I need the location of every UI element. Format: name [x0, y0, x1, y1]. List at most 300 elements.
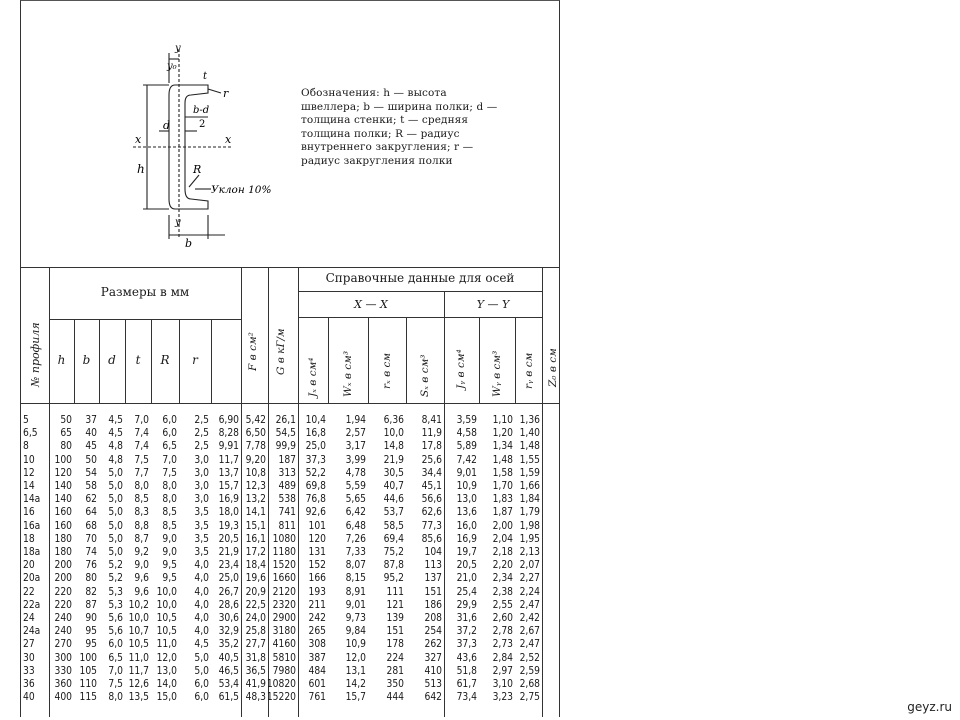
table-cell: 3,17 — [345, 441, 366, 453]
table-cell: 9,5 — [162, 573, 177, 585]
profile-number: 5 — [23, 415, 29, 426]
table-cell: 19,7 — [456, 547, 477, 558]
table-cell: 240 — [54, 613, 72, 624]
table-cell: 186 — [424, 599, 442, 611]
table-cell: 1,48 — [492, 454, 513, 466]
table-cell: 76,8 — [305, 494, 326, 506]
table-cell: 99,9 — [275, 441, 296, 453]
table-cell: 6,36 — [383, 415, 404, 426]
table-top-border — [21, 267, 559, 268]
table-cell: 10,4 — [305, 415, 326, 426]
table-cell: 6,90 — [218, 415, 239, 426]
channel-profile-diagram — [113, 39, 313, 251]
table-cell: 8,5 — [162, 507, 177, 519]
table-cell: 34,4 — [421, 467, 442, 479]
table-cell: 15220 — [266, 692, 296, 704]
table-cell: 120 — [54, 467, 72, 479]
table-cell: 2900 — [272, 613, 296, 624]
table-cell: 4,0 — [194, 613, 209, 624]
table-cell: 5,0 — [108, 481, 123, 492]
table-cell: 2,20 — [492, 560, 513, 572]
table-cell: 8,0 — [134, 481, 149, 492]
profile-number: 27 — [23, 639, 35, 651]
table-cell: 76 — [85, 560, 97, 572]
table-cell: 111 — [386, 586, 404, 598]
table-cell: 15,7 — [345, 692, 366, 704]
table-cell: 50 — [85, 454, 97, 466]
table-cell: 10,2 — [128, 599, 149, 611]
table-cell: 50 — [60, 415, 72, 426]
x-axis-label-right: x — [225, 133, 232, 146]
table-row — [21, 494, 559, 506]
col-sep — [479, 317, 480, 403]
legend-heading: Обозначения: — [301, 87, 380, 99]
table-row — [21, 415, 559, 427]
table-cell: 642 — [424, 692, 442, 704]
table-cell: 350 — [386, 679, 404, 690]
table-cell: 761 — [308, 692, 326, 704]
table-row — [21, 587, 559, 599]
table-cell: 104 — [424, 547, 442, 558]
table-cell: 69,4 — [383, 533, 404, 545]
table-cell: 19,3 — [218, 520, 239, 532]
table-cell: 262 — [424, 639, 442, 651]
table-cell: 25,8 — [245, 626, 266, 638]
table-cell: 242 — [308, 613, 326, 624]
table-cell: 15,7 — [218, 481, 239, 492]
table-cell: 5,0 — [108, 533, 123, 545]
table-cell: 54,5 — [275, 428, 296, 440]
table-row — [21, 600, 559, 612]
table-cell: 7,0 — [162, 454, 177, 466]
table-cell: 741 — [278, 507, 296, 519]
table-cell: 444 — [386, 692, 404, 704]
table-cell: 92,6 — [305, 507, 326, 519]
table-cell: 8,7 — [134, 533, 149, 545]
table-cell: 69,8 — [305, 481, 326, 492]
table-cell: 5,2 — [108, 573, 123, 585]
profile-number: 18а — [23, 547, 41, 558]
table-cell: 1,20 — [492, 428, 513, 440]
table-cell: 19,6 — [245, 573, 266, 585]
y0-label: y₀ — [167, 61, 177, 72]
table-cell: 9,73 — [345, 613, 366, 624]
table-cell: 2,04 — [492, 533, 513, 545]
table-cell: 9,0 — [134, 560, 149, 572]
axes-line — [298, 317, 542, 318]
table-cell: 200 — [54, 560, 72, 572]
table-cell: 30,5 — [383, 467, 404, 479]
table-cell: 48,3 — [245, 692, 266, 704]
table-cell: 601 — [308, 679, 326, 690]
b-label: b — [185, 237, 193, 250]
table-cell: 6,42 — [345, 507, 366, 519]
table-cell: 200 — [54, 573, 72, 585]
table-cell: 26,1 — [275, 415, 296, 426]
table-cell: 1,98 — [519, 520, 540, 532]
table-cell: 3,5 — [194, 520, 209, 532]
table-cell: 308 — [308, 639, 326, 651]
table-cell: 3,5 — [194, 533, 209, 545]
table-cell: 12,0 — [156, 652, 177, 664]
table-cell: 387 — [308, 652, 326, 664]
table-cell: 139 — [386, 613, 404, 624]
table-cell: 7,4 — [134, 441, 149, 453]
table-cell: 4,0 — [194, 560, 209, 572]
table-cell: 35,2 — [218, 639, 239, 651]
table-cell: 7,42 — [456, 454, 477, 466]
table-cell: 151 — [386, 626, 404, 638]
table-cell: 4,0 — [194, 626, 209, 638]
col-rx-header: rₓ в см — [381, 352, 393, 389]
table-row — [21, 626, 559, 638]
sizes-header: Размеры в мм — [100, 285, 190, 299]
table-cell: 180 — [54, 547, 72, 558]
table-cell: 8,07 — [345, 560, 366, 572]
table-cell: 3180 — [272, 626, 296, 638]
table-cell: 300 — [54, 652, 72, 664]
bd-denominator: 2 — [199, 119, 206, 130]
table-cell: 6,0 — [194, 692, 209, 704]
table-cell: 9,2 — [134, 547, 149, 558]
col-t-header: t — [135, 353, 141, 367]
table-cell: 110 — [79, 679, 97, 690]
table-cell: 5,0 — [108, 494, 123, 506]
table-cell: 7,78 — [245, 441, 266, 453]
reference-sheet — [20, 0, 560, 717]
axis-yy-header: Y — Y — [476, 298, 510, 311]
table-cell: 87,8 — [383, 560, 404, 572]
profile-number: 24а — [23, 626, 41, 638]
table-cell: 7,5 — [162, 467, 177, 479]
table-cell: 4,0 — [194, 599, 209, 611]
table-cell: 100 — [79, 652, 97, 664]
table-row — [21, 679, 559, 691]
table-cell: 1,83 — [492, 494, 513, 506]
table-cell: 65 — [60, 428, 72, 440]
table-cell: 8,0 — [108, 692, 123, 704]
profile-number: 10 — [23, 454, 35, 466]
table-cell: 101 — [308, 520, 326, 532]
table-cell: 360 — [54, 679, 72, 690]
table-cell: 15,0 — [156, 692, 177, 704]
table-cell: 2,38 — [492, 586, 513, 598]
table-cell: 58,5 — [383, 520, 404, 532]
table-cell: 62,6 — [421, 507, 442, 519]
table-cell: 2,07 — [519, 560, 540, 572]
table-cell: 4,0 — [194, 573, 209, 585]
table-cell: 36,5 — [245, 665, 266, 677]
table-cell: 2,00 — [492, 520, 513, 532]
table-cell: 121 — [386, 599, 404, 611]
table-cell: 5,0 — [108, 547, 123, 558]
table-cell: 13,7 — [218, 467, 239, 479]
table-row — [21, 639, 559, 651]
table-cell: 1520 — [272, 560, 296, 572]
table-row — [21, 468, 559, 480]
table-cell: 18,4 — [245, 560, 266, 572]
table-cell: 12,3 — [245, 481, 266, 492]
table-row — [21, 613, 559, 625]
table-row — [21, 560, 559, 572]
table-row — [21, 441, 559, 453]
table-cell: 44,6 — [383, 494, 404, 506]
table-cell: 1,84 — [519, 494, 540, 506]
table-cell: 2,75 — [519, 692, 540, 704]
table-cell: 52,2 — [305, 467, 326, 479]
table-cell: 2,13 — [519, 547, 540, 558]
col-Sx-header: Sₓ в см³ — [419, 354, 431, 397]
table-cell: 18,0 — [218, 507, 239, 519]
table-cell: 137 — [424, 573, 442, 585]
table-cell: 9,0 — [162, 533, 177, 545]
table-cell: 2,59 — [519, 665, 540, 677]
profile-number: 30 — [23, 652, 35, 664]
table-cell: 28,6 — [218, 599, 239, 611]
x-axis-label-left: x — [135, 133, 142, 146]
table-cell: 3,0 — [194, 467, 209, 479]
table-cell: 313 — [278, 467, 296, 479]
table-cell: 1,10 — [492, 415, 513, 426]
table-cell: 27,7 — [245, 639, 266, 651]
table-cell: 6,48 — [345, 520, 366, 532]
table-cell: 2,5 — [194, 415, 209, 426]
slope-label: Уклон 10% — [211, 184, 272, 196]
table-cell: 10,9 — [345, 639, 366, 651]
table-cell: 51,8 — [456, 665, 477, 677]
table-cell: 400 — [54, 692, 72, 704]
profile-number: 6,5 — [23, 428, 38, 440]
ref-data-header: Справочные данные для осей — [325, 271, 515, 285]
table-cell: 240 — [54, 626, 72, 638]
table-cell: 20,5 — [218, 533, 239, 545]
table-cell: 120 — [308, 533, 326, 545]
y-axis-label-bottom: y — [175, 217, 181, 228]
table-cell: 7,26 — [345, 533, 366, 545]
table-cell: 140 — [54, 494, 72, 506]
table-cell: 8,5 — [134, 494, 149, 506]
table-cell: 100 — [54, 454, 72, 466]
table-cell: 152 — [308, 560, 326, 572]
table-cell: 9,01 — [456, 467, 477, 479]
profile-number: 16а — [23, 520, 41, 532]
table-cell: 5,0 — [108, 507, 123, 519]
table-cell: 12,6 — [128, 679, 149, 690]
table-cell: 68 — [85, 520, 97, 532]
table-cell: 220 — [54, 599, 72, 611]
table-cell: 2,27 — [519, 573, 540, 585]
table-cell: 6,5 — [162, 441, 177, 453]
table-cell: 16,8 — [305, 428, 326, 440]
table-cell: 70 — [85, 533, 97, 545]
table-cell: 160 — [54, 520, 72, 532]
table-cell: 151 — [424, 586, 442, 598]
table-cell: 61,7 — [456, 679, 477, 690]
table-cell: 30,6 — [218, 613, 239, 624]
table-cell: 5810 — [272, 652, 296, 664]
table-cell: 26,7 — [218, 586, 239, 598]
table-cell: 1,87 — [492, 507, 513, 519]
col-Z0-header: Z₀ в см — [547, 348, 559, 387]
table-cell: 160 — [54, 507, 72, 519]
table-cell: 61,5 — [218, 692, 239, 704]
table-cell: 1,95 — [519, 533, 540, 545]
table-cell: 2,18 — [492, 547, 513, 558]
table-cell: 4,8 — [108, 454, 123, 466]
col-Wy-header: Wᵧ в см³ — [491, 350, 503, 397]
ref-data-line — [298, 291, 542, 292]
table-cell: 11,0 — [128, 652, 149, 664]
profile-number: 40 — [23, 692, 35, 704]
table-cell: 13,0 — [156, 665, 177, 677]
table-cell: 327 — [424, 652, 442, 664]
table-cell: 9,84 — [345, 626, 366, 638]
table-cell: 3,0 — [194, 494, 209, 506]
table-cell: 87 — [85, 599, 97, 611]
table-cell: 58 — [85, 481, 97, 492]
table-cell: 2,60 — [492, 613, 513, 624]
table-cell: 180 — [54, 533, 72, 545]
notation-legend — [301, 87, 501, 169]
table-cell: 20,5 — [456, 560, 477, 572]
table-row — [21, 692, 559, 704]
table-row — [21, 481, 559, 493]
table-cell: 2120 — [272, 586, 296, 598]
table-cell: 9,20 — [245, 454, 266, 466]
table-cell: 5,2 — [108, 560, 123, 572]
table-cell: 3,0 — [194, 481, 209, 492]
table-cell: 7,5 — [134, 454, 149, 466]
col-Jx-header: Jₓ в см⁴ — [307, 357, 319, 397]
table-row — [21, 428, 559, 440]
table-cell: 10,9 — [456, 481, 477, 492]
table-cell: 8,91 — [345, 586, 366, 598]
table-cell: 5,0 — [108, 520, 123, 532]
table-cell: 13,1 — [345, 665, 366, 677]
table-cell: 513 — [424, 679, 442, 690]
table-cell: 29,9 — [456, 599, 477, 611]
table-cell: 14,8 — [383, 441, 404, 453]
col-ry-header: rᵧ в см — [523, 352, 535, 389]
table-cell: 811 — [278, 520, 296, 532]
table-cell: 3,59 — [456, 415, 477, 426]
table-cell: 13,5 — [128, 692, 149, 704]
table-cell: 40 — [85, 428, 97, 440]
table-cell: 3,0 — [194, 454, 209, 466]
table-cell: 5,6 — [108, 613, 123, 624]
table-cell: 20,9 — [245, 586, 266, 598]
table-cell: 7,0 — [108, 665, 123, 677]
table-cell: 46,5 — [218, 665, 239, 677]
t-label: t — [203, 71, 208, 82]
table-row — [21, 521, 559, 533]
table-cell: 7,4 — [134, 428, 149, 440]
table-cell: 113 — [424, 560, 442, 572]
table-cell: 14,1 — [245, 507, 266, 519]
table-row — [21, 666, 559, 678]
axis-xx-header: X — X — [354, 298, 388, 311]
table-cell: 538 — [278, 494, 296, 506]
d-label: d — [163, 119, 171, 132]
table-cell: 4,5 — [108, 428, 123, 440]
table-cell: 2,47 — [519, 639, 540, 651]
table-cell: 5,65 — [345, 494, 366, 506]
table-cell: 31,8 — [245, 652, 266, 664]
table-cell: 90 — [85, 613, 97, 624]
profile-number: 22а — [23, 599, 41, 611]
table-cell: 1,70 — [492, 481, 513, 492]
table-cell: 21,0 — [456, 573, 477, 585]
table-cell: 9,0 — [162, 547, 177, 558]
table-cell: 10,0 — [156, 586, 177, 598]
table-cell: 187 — [278, 454, 296, 466]
table-cell: 9,6 — [134, 573, 149, 585]
sizes-subheader-line — [49, 319, 241, 320]
table-cell: 5,59 — [345, 481, 366, 492]
table-cell: 3,10 — [492, 679, 513, 690]
table-cell: 64 — [85, 507, 97, 519]
table-cell: 2,57 — [345, 428, 366, 440]
table-cell: 24,0 — [245, 613, 266, 624]
table-cell: 85,6 — [421, 533, 442, 545]
table-cell: 56,6 — [421, 494, 442, 506]
table-cell: 4,5 — [194, 639, 209, 651]
table-cell: 37 — [85, 415, 97, 426]
col-sep — [406, 317, 407, 403]
table-cell: 2,5 — [194, 441, 209, 453]
table-cell: 211 — [308, 599, 326, 611]
table-cell: 73,4 — [456, 692, 477, 704]
col-Jy-header: Jᵧ в см⁴ — [455, 349, 467, 389]
table-cell: 3,5 — [194, 507, 209, 519]
table-cell: 82 — [85, 586, 97, 598]
col-r-header: r — [192, 353, 198, 367]
table-cell: 15,1 — [245, 520, 266, 532]
table-cell: 10,5 — [156, 626, 177, 638]
table-cell: 7,5 — [108, 679, 123, 690]
table-cell: 10,8 — [245, 467, 266, 479]
table-cell: 16,1 — [245, 533, 266, 545]
table-cell: 330 — [54, 665, 72, 677]
table-cell: 5,3 — [108, 586, 123, 598]
table-cell: 10,7 — [128, 626, 149, 638]
table-cell: 1080 — [272, 533, 296, 545]
table-cell: 10,0 — [128, 613, 149, 624]
table-cell: 4,58 — [456, 428, 477, 440]
table-cell: 484 — [308, 665, 326, 677]
table-cell: 2,5 — [194, 428, 209, 440]
table-cell: 9,01 — [345, 599, 366, 611]
table-cell: 224 — [386, 652, 404, 664]
col-d-header: d — [108, 353, 116, 367]
profile-number: 16 — [23, 507, 35, 519]
table-cell: 6,0 — [194, 679, 209, 690]
table-cell: 115 — [79, 692, 97, 704]
table-cell: 45 — [85, 441, 97, 453]
table-cell: 9,6 — [134, 586, 149, 598]
table-cell: 3,23 — [492, 692, 513, 704]
table-cell: 2,78 — [492, 626, 513, 638]
table-cell: 2,24 — [519, 586, 540, 598]
table-cell: 489 — [278, 481, 296, 492]
bd-numerator: b-d — [193, 105, 210, 116]
table-cell: 8,3 — [134, 507, 149, 519]
profile-number: 14а — [23, 494, 41, 506]
table-cell: 7980 — [272, 665, 296, 677]
table-cell: 16,0 — [456, 520, 477, 532]
table-cell: 2,52 — [519, 652, 540, 664]
table-cell: 265 — [308, 626, 326, 638]
